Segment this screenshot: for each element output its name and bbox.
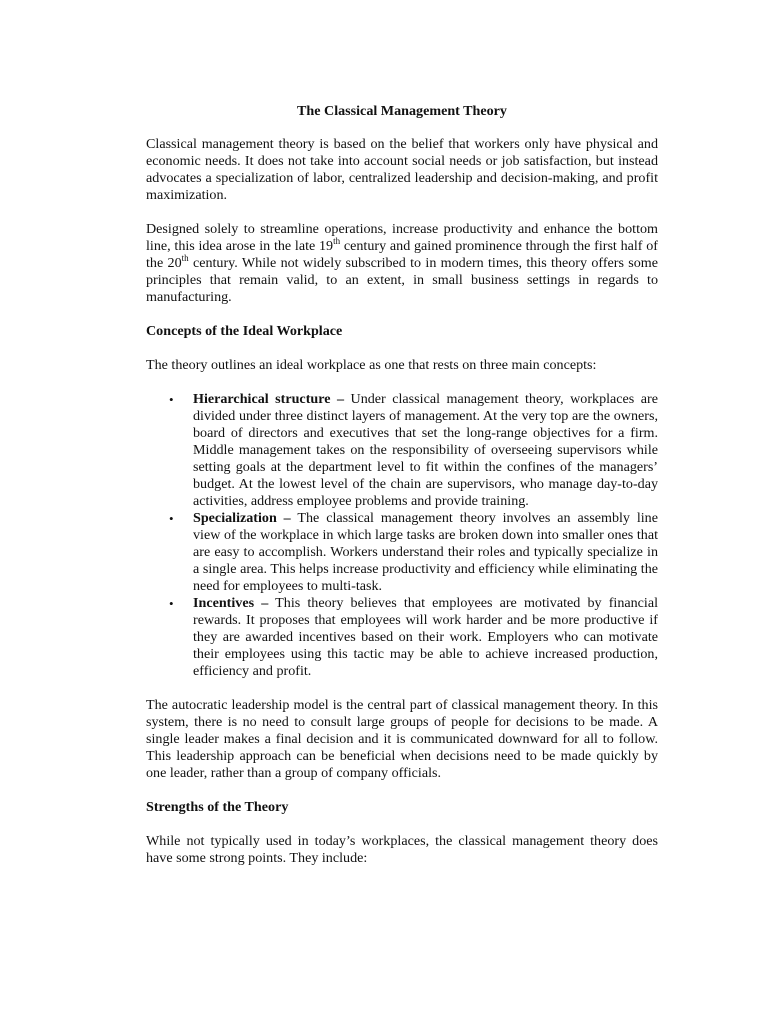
document-title: The Classical Management Theory (297, 103, 507, 119)
strengths-heading: Strengths of the Theory (146, 799, 289, 815)
superscript-th-2: th (181, 253, 189, 263)
superscript-th-1: th (333, 236, 341, 246)
intro-paragraph: Classical management theory is based on the belief that workers only have physical and economic needs. It does not take into account social needs or job satisfaction, but instead advocates a specialization of labor, centralized leadership and decision-making, and profit maximization. (146, 136, 658, 203)
concepts-intro: The theory outlines an ideal workplace as one that rests on three main concepts: (146, 357, 597, 373)
autocratic-paragraph: The autocratic leadership model is the central part of classical management theory. In this system, there is no need to consult large groups of people for decisions to be made. A single leader makes a final decision and it is communicated downward for all to follow. This leadership approach can be beneficial when decisions need to be made quickly by one leader, rather than a group of company officials. (146, 697, 658, 781)
bullet-icon: • (169, 392, 174, 407)
concepts-heading: Concepts of the Ideal Workplace (146, 323, 343, 339)
strengths-intro: While not typically used in today’s workplaces, the classical management theory does have some strong points. They include: (146, 833, 658, 866)
list-item (146, 595, 658, 680)
concept-text: Under classical management theory, workplaces are divided under three distinct layers of management. At the very top are the owners, board of directors and executives that set the long-range objectives for a firm. Middle management takes on the responsibility of overseeing supervisors while setting goals at the department level to fit within the confines of the managers’ budget. At the lowest level of the chain are supervisors, who manage day-to-day activities, address employee problems and provide training. (193, 391, 658, 509)
list-item (146, 510, 658, 595)
concepts-list (146, 391, 658, 680)
history-text-3: century. While not widely subscribed to in modern times, this theory offers some principles that remain valid, to an extent, in small business settings in regards to manufacturing. (146, 255, 659, 305)
concept-text: This theory believes that employees are motivated by financial rewards. It proposes that employees will work harder and be more productive if they are awarded incentives based on their work. Employers who can motivate their employees using this tactic may be able to achieve increased production, efficiency and profit. (193, 595, 659, 679)
concept-term: Incentives – (193, 595, 269, 611)
history-text-1: Designed solely to streamline operations, increase productivity and enhance the bottom line, this idea arose in the late 19 (146, 221, 658, 254)
history-paragraph (146, 221, 658, 306)
bullet-icon: • (169, 596, 174, 611)
concept-term: Specialization – (193, 510, 291, 526)
concept-text: The classical management theory involves an assembly line view of the workplace in which large tasks are broken down into smaller ones that are easy to accomplish. Workers understand their roles and typically specialize in a single area. This helps increase productivity and efficiency while eliminating the need for employees to multi-task. (193, 510, 658, 594)
list-item (146, 391, 658, 510)
document-body (146, 103, 658, 884)
bullet-icon: • (169, 511, 174, 526)
concept-term: Hierarchical structure – (193, 391, 345, 407)
history-text-2: century and gained prominence through the first half of the 20 (146, 238, 658, 271)
